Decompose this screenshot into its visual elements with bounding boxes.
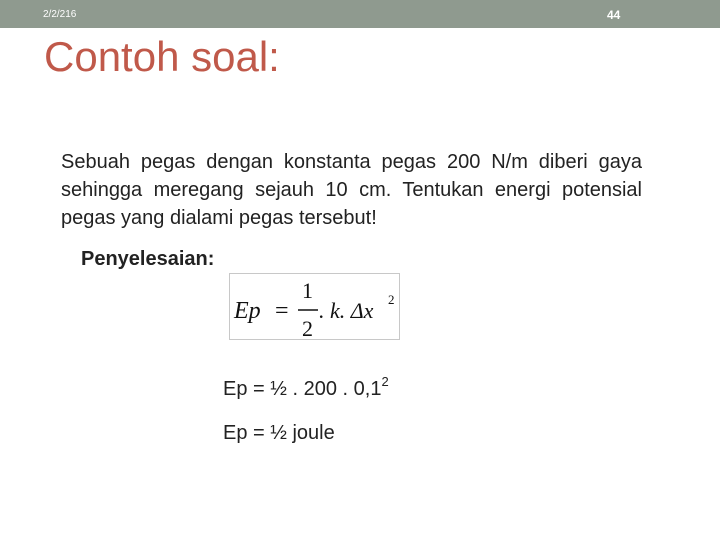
slide-number: 44 xyxy=(607,8,621,22)
slide-title: Contoh soal: xyxy=(44,33,280,80)
problem-text: Sebuah pegas dengan konstanta pegas 200 N/m diberi gaya sehingga meregang sejauh 10 cm. Tentukan energi potensial pegas yang dialami pegas tersebut! xyxy=(61,151,642,229)
solution-label: Penyelesaian: xyxy=(81,248,215,270)
formula-rest: . k. Δx xyxy=(319,298,374,323)
formula-exponent: 2 xyxy=(388,292,395,307)
solution-step-2: Ep = ½ joule xyxy=(223,422,335,444)
step-1-text: Ep = ½ . 200 . 0,1 xyxy=(223,378,382,400)
formula-svg xyxy=(230,274,401,341)
formula-image xyxy=(229,273,400,340)
step-1-exponent: 2 xyxy=(381,374,389,389)
formula-numerator: 1 xyxy=(302,278,313,303)
formula-denominator: 2 xyxy=(302,316,313,341)
formula-equals: = xyxy=(275,298,289,324)
header-bar xyxy=(0,0,720,28)
formula-lhs: Ep xyxy=(234,298,261,324)
solution-step-1 xyxy=(223,374,389,401)
slide-date: 2/2/216 xyxy=(43,9,77,20)
